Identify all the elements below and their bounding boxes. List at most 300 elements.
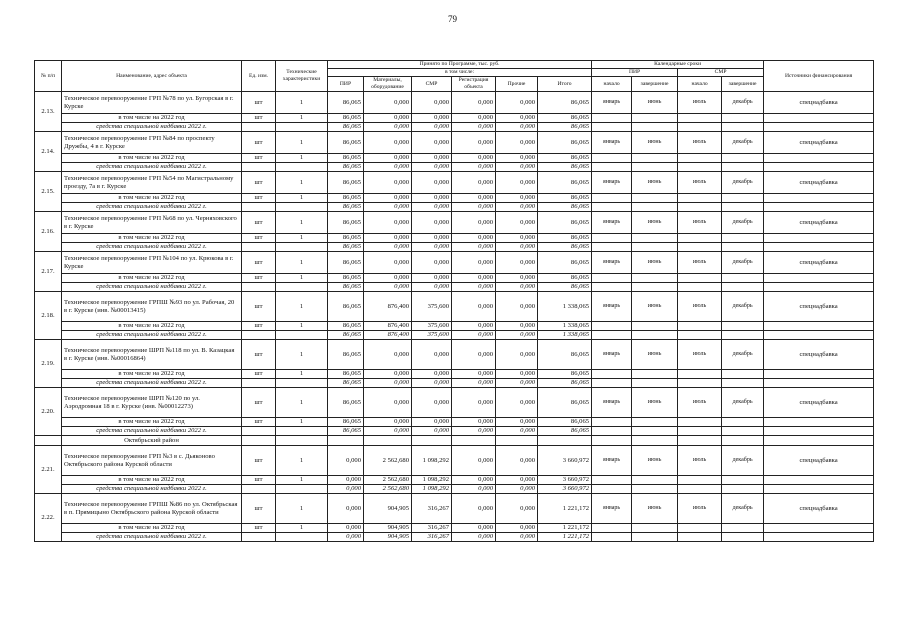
empty-cell [678,274,722,283]
pir-start: январь [592,132,632,154]
empty-cell [764,331,874,340]
unit: шт [242,212,276,234]
empty-cell [678,123,722,132]
subtotal-label: в том числе на 2022 год [62,524,242,533]
empty-cell [764,234,874,243]
empty-cell [538,436,592,446]
table-row [35,212,874,234]
amount: 0,000 [452,212,496,234]
subtotal-label: в том числе на 2022 год [62,114,242,123]
funding-source: спецнадбавка [764,340,874,370]
empty-cell [678,283,722,292]
amount: 0,000 [364,243,412,252]
empty-cell [678,418,722,427]
amount: 1 338,065 [538,322,592,331]
empty-cell [722,379,764,388]
empty-cell [722,322,764,331]
amount: 86,065 [538,388,592,418]
subtotal-label: в том числе на 2022 год [62,322,242,331]
object-name: Техническое перевооружение ГРП №104 по ул. Крюкова в г. Курске [62,252,242,274]
empty-cell [764,418,874,427]
empty-cell [632,331,678,340]
empty-cell [592,243,632,252]
amount: 0,000 [452,485,496,494]
empty-cell [242,283,276,292]
amount: 1 338,065 [538,331,592,340]
quantity: 1 [276,292,328,322]
empty-cell [632,436,678,446]
unit: шт [242,194,276,203]
empty-cell [276,123,328,132]
table-row [35,252,874,274]
empty-cell [722,114,764,123]
amount: 86,065 [328,132,364,154]
amount: 2 562,680 [364,476,412,485]
amount: 86,065 [328,234,364,243]
header-col: Материалы, оборудование [364,77,412,92]
special-fund-label: средства специальной надбавки 2022 г. [62,427,242,436]
empty-cell [592,114,632,123]
empty-cell [592,427,632,436]
empty-cell [722,370,764,379]
amount: 0,000 [452,340,496,370]
empty-cell [678,194,722,203]
empty-cell [592,418,632,427]
subtotal-label: в том числе на 2022 год [62,194,242,203]
smr-start: июль [678,494,722,524]
unit: шт [242,476,276,485]
empty-cell [764,485,874,494]
amount: 0,000 [496,154,538,163]
amount: 0,000 [328,485,364,494]
amount: 0,000 [364,154,412,163]
amount: 0,000 [412,418,452,427]
amount: 86,065 [328,114,364,123]
row-number: 2.16. [35,212,62,252]
empty-cell [592,274,632,283]
empty-cell [678,533,722,542]
row-number: 2.13. [35,92,62,132]
amount: 0,000 [452,533,496,542]
amount: 86,065 [328,292,364,322]
empty-cell [632,418,678,427]
district-label: Октябрьский район [62,436,242,446]
amount: 2 562,680 [364,446,412,476]
amount: 86,065 [328,340,364,370]
quantity: 1 [276,494,328,524]
special-fund-row [35,203,874,212]
empty-cell [722,234,764,243]
amount: 86,065 [328,274,364,283]
empty-cell [592,379,632,388]
amount: 0,000 [496,292,538,322]
amount: 86,065 [538,203,592,212]
quantity: 1 [276,322,328,331]
empty-cell [632,322,678,331]
header-col: СМР [412,77,452,92]
smr-end: декабрь [722,446,764,476]
amount: 0,000 [412,194,452,203]
special-fund-label: средства специальной надбавки 2022 г. [62,533,242,542]
amount: 904,905 [364,524,412,533]
amount: 0,000 [496,379,538,388]
empty-cell [632,234,678,243]
amount: 1 098,292 [412,446,452,476]
header-pir-start: начало [592,77,632,92]
empty-cell [678,485,722,494]
amount: 0,000 [412,92,452,114]
empty-cell [632,379,678,388]
year-subtotal-row [35,322,874,331]
quantity: 1 [276,370,328,379]
special-fund-row [35,283,874,292]
amount: 0,000 [364,234,412,243]
empty-cell [632,476,678,485]
amount: 375,600 [412,322,452,331]
year-subtotal-row [35,476,874,485]
empty-cell [722,485,764,494]
empty-cell [632,163,678,172]
amount: 86,065 [538,243,592,252]
special-fund-label: средства специальной надбавки 2022 г. [62,379,242,388]
amount: 316,267 [412,533,452,542]
pir-end: июнь [632,252,678,274]
empty-cell [722,418,764,427]
district-row [35,436,874,446]
amount: 0,000 [496,114,538,123]
empty-cell [242,331,276,340]
empty-cell [632,123,678,132]
amount: 0,000 [452,494,496,524]
quantity: 1 [276,388,328,418]
year-subtotal-row [35,234,874,243]
empty-cell [722,476,764,485]
header-col: Прочие [496,77,538,92]
amount: 0,000 [364,283,412,292]
year-subtotal-row [35,370,874,379]
pir-end: июнь [632,388,678,418]
amount: 86,065 [328,388,364,418]
unit: шт [242,274,276,283]
smr-start: июль [678,132,722,154]
special-fund-row [35,331,874,340]
amount: 86,065 [538,283,592,292]
amount: 0,000 [364,203,412,212]
amount: 0,000 [412,154,452,163]
header-incl: в том числе: [328,69,592,77]
amount: 0,000 [364,172,412,194]
amount: 0,000 [452,427,496,436]
empty-cell [764,379,874,388]
subtotal-label: в том числе на 2022 год [62,418,242,427]
amount: 0,000 [412,388,452,418]
amount: 86,065 [538,154,592,163]
amount: 86,065 [538,163,592,172]
empty-cell [632,283,678,292]
amount: 3 660,972 [538,446,592,476]
empty-cell [632,427,678,436]
amount: 86,065 [328,379,364,388]
amount: 0,000 [412,123,452,132]
header-num: № п/п [35,61,62,92]
empty-cell [592,283,632,292]
empty-cell [242,436,276,446]
amount: 0,000 [496,203,538,212]
quantity: 1 [276,274,328,283]
special-fund-label: средства специальной надбавки 2022 г. [62,485,242,494]
amount: 1 098,292 [412,485,452,494]
smr-start: июль [678,92,722,114]
header-col: Регистрация объекта [452,77,496,92]
smr-end: декабрь [722,92,764,114]
special-fund-label: средства специальной надбавки 2022 г. [62,283,242,292]
empty-cell [678,427,722,436]
unit: шт [242,322,276,331]
amount: 0,000 [364,274,412,283]
header-pir: ПИР [592,69,678,77]
amount: 86,065 [538,114,592,123]
amount: 86,065 [328,92,364,114]
quantity: 1 [276,418,328,427]
header-col: ПИР [328,77,364,92]
amount: 0,000 [364,252,412,274]
amount: 876,400 [364,292,412,322]
empty-cell [242,427,276,436]
header-unit: Ед. изм. [242,61,276,92]
amount: 0,000 [328,446,364,476]
amount: 0,000 [496,524,538,533]
funding-source: спецнадбавка [764,446,874,476]
empty-cell [276,243,328,252]
empty-cell [242,123,276,132]
amount: 0,000 [364,418,412,427]
empty-cell [592,485,632,494]
empty-cell [722,283,764,292]
amount: 86,065 [328,418,364,427]
year-subtotal-row [35,154,874,163]
empty-cell [364,436,412,446]
amount: 0,000 [496,322,538,331]
empty-cell [592,154,632,163]
empty-cell [592,194,632,203]
empty-cell [242,203,276,212]
amount: 0,000 [412,172,452,194]
amount: 0,000 [452,388,496,418]
quantity: 1 [276,446,328,476]
quantity: 1 [276,234,328,243]
amount: 0,000 [496,494,538,524]
table-row [35,340,874,370]
empty-cell [722,163,764,172]
special-fund-row [35,427,874,436]
empty-cell [592,476,632,485]
empty-cell [242,163,276,172]
special-fund-label: средства специальной надбавки 2022 г. [62,203,242,212]
amount: 0,000 [452,331,496,340]
empty-cell [592,322,632,331]
amount: 0,000 [496,212,538,234]
empty-cell [678,163,722,172]
amount: 86,065 [328,427,364,436]
row-number: 2.21. [35,446,62,494]
quantity: 1 [276,154,328,163]
special-fund-row [35,243,874,252]
smr-end: декабрь [722,494,764,524]
amount: 876,400 [364,322,412,331]
amount: 0,000 [328,494,364,524]
quantity: 1 [276,172,328,194]
amount: 0,000 [364,92,412,114]
unit: шт [242,524,276,533]
amount: 0,000 [412,252,452,274]
amount: 86,065 [538,379,592,388]
amount: 0,000 [412,114,452,123]
amount: 86,065 [328,212,364,234]
unit: шт [242,418,276,427]
empty-cell [242,379,276,388]
row-number: 2.15. [35,172,62,212]
empty-cell [592,203,632,212]
amount: 0,000 [496,476,538,485]
funding-source: спецнадбавка [764,494,874,524]
amount: 0,000 [412,234,452,243]
amount: 0,000 [496,331,538,340]
amount: 0,000 [412,283,452,292]
empty-cell [764,427,874,436]
table-row [35,92,874,114]
amount: 0,000 [452,476,496,485]
empty-cell [764,123,874,132]
amount: 316,267 [412,494,452,524]
amount: 0,000 [496,243,538,252]
amount: 0,000 [412,427,452,436]
amount: 375,600 [412,331,452,340]
row-number: 2.22. [35,494,62,542]
amount: 2 562,680 [364,485,412,494]
header-calendar: Календарные сроки [592,61,764,69]
subtotal-label: в том числе на 2022 год [62,274,242,283]
object-name: Техническое перевооружение ГРП №3 в с. Дьяконово Октябрьского района Курской области [62,446,242,476]
amount: 0,000 [364,123,412,132]
amount: 0,000 [412,340,452,370]
empty-cell [242,533,276,542]
object-name: Техническое перевооружение ГРП №84 по проспекту Дружбы, 4 в г. Курске [62,132,242,154]
header-col: Итого [538,77,592,92]
empty-cell [276,436,328,446]
amount: 86,065 [538,274,592,283]
amount: 0,000 [496,418,538,427]
amount: 0,000 [452,252,496,274]
amount: 1 221,172 [538,524,592,533]
amount: 0,000 [452,322,496,331]
smr-end: декабрь [722,340,764,370]
amount: 0,000 [364,163,412,172]
amount: 0,000 [452,114,496,123]
special-fund-label: средства специальной надбавки 2022 г. [62,123,242,132]
empty-cell [632,533,678,542]
amount: 904,905 [364,533,412,542]
empty-cell [632,485,678,494]
amount: 86,065 [328,283,364,292]
amount: 3 660,972 [538,485,592,494]
row-number: 2.17. [35,252,62,292]
empty-cell [722,194,764,203]
amount: 0,000 [452,243,496,252]
amount: 0,000 [496,485,538,494]
amount: 1 221,172 [538,533,592,542]
amount: 86,065 [328,163,364,172]
subtotal-label: в том числе на 2022 год [62,234,242,243]
empty-cell [764,524,874,533]
empty-cell [276,427,328,436]
smr-end: декабрь [722,292,764,322]
smr-start: июль [678,252,722,274]
amount: 0,000 [452,283,496,292]
empty-cell [276,283,328,292]
amount: 86,065 [538,92,592,114]
empty-cell [592,370,632,379]
object-name: Техническое перевооружение ГРПШ №93 по ул. Рабочая, 20 в г. Курске (инв. №00013415) [62,292,242,322]
empty-cell [592,533,632,542]
object-name: Техническое перевооружение ШРП №118 по ул. В. Казацкая в г. Курске (инв. №00016864) [62,340,242,370]
amount: 1 338,065 [538,292,592,322]
quantity: 1 [276,194,328,203]
amount: 86,065 [538,252,592,274]
empty-cell [764,322,874,331]
amount: 86,065 [538,172,592,194]
pir-end: июнь [632,446,678,476]
empty-cell [276,485,328,494]
quantity: 1 [276,132,328,154]
empty-cell [592,234,632,243]
amount: 86,065 [328,203,364,212]
amount: 904,905 [364,494,412,524]
amount: 0,000 [496,370,538,379]
empty-cell [592,331,632,340]
empty-cell [722,524,764,533]
empty-cell [678,379,722,388]
empty-cell [276,533,328,542]
amount: 0,000 [364,370,412,379]
empty-cell [592,524,632,533]
amount: 0,000 [328,533,364,542]
empty-cell [276,379,328,388]
amount: 0,000 [452,92,496,114]
pir-end: июнь [632,212,678,234]
amount: 0,000 [412,379,452,388]
quantity: 1 [276,340,328,370]
amount: 0,000 [364,132,412,154]
object-name: Техническое перевооружение ГРП №78 по ул. Бугорская в г. Курске [62,92,242,114]
quantity: 1 [276,212,328,234]
amount: 0,000 [496,123,538,132]
amount: 86,065 [328,243,364,252]
empty-cell [632,370,678,379]
special-fund-row [35,533,874,542]
object-name: Техническое перевооружение ГРПШ №86 по ул. Октябрьская в п. Прямицыно Октябрьского района Курской области [62,494,242,524]
amount: 0,000 [452,446,496,476]
amount: 0,000 [496,427,538,436]
smr-start: июль [678,172,722,194]
table-row [35,388,874,418]
amount: 0,000 [412,370,452,379]
header-smr-end: завершение [722,77,764,92]
empty-cell [722,243,764,252]
empty-cell [722,203,764,212]
amount: 0,000 [412,163,452,172]
amount: 0,000 [452,172,496,194]
empty-cell [764,533,874,542]
